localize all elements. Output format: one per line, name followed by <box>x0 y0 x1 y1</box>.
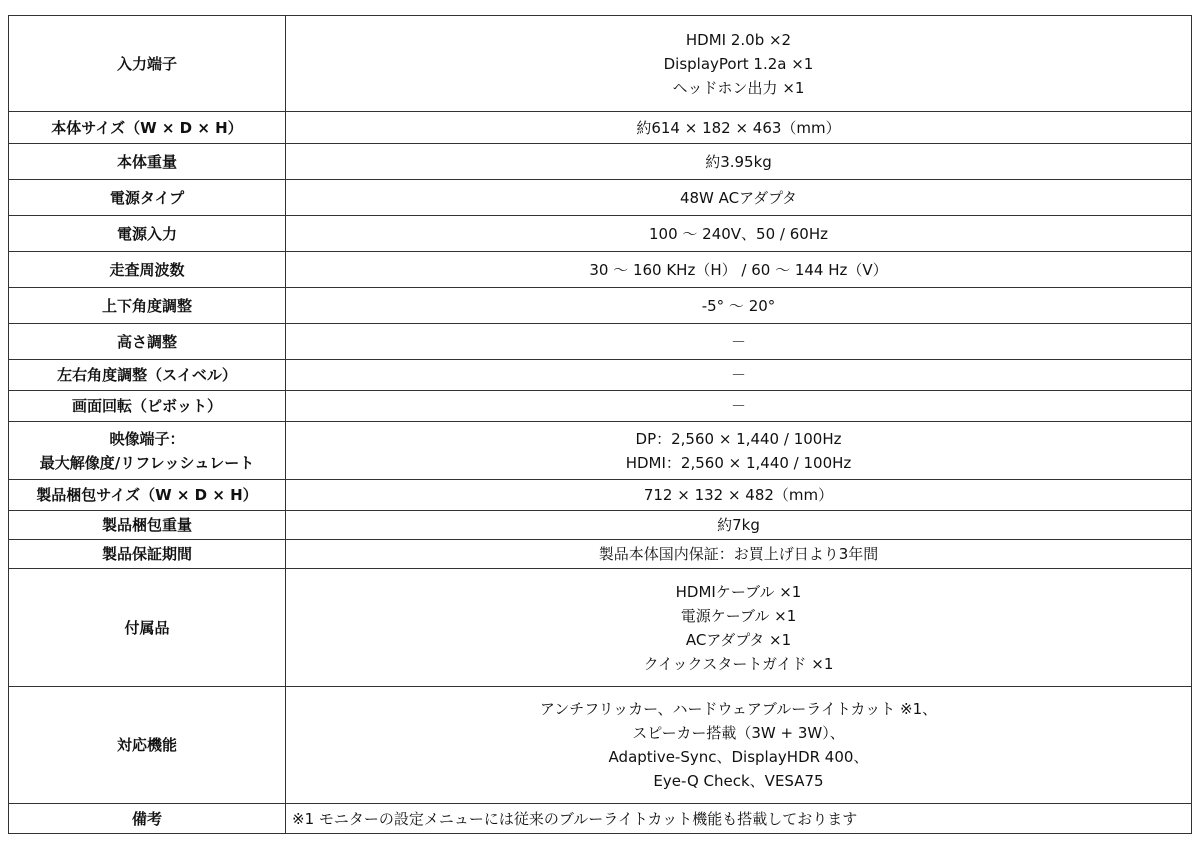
row-value: － <box>286 324 1192 360</box>
table-row <box>9 16 1192 112</box>
table-row <box>9 180 1192 216</box>
row-value: 712 × 132 × 482（mm） <box>286 480 1192 511</box>
row-label: 入力端子 <box>9 16 286 112</box>
table-row <box>9 216 1192 252</box>
row-value: ※1 モニターの設定メニューには従来のブルーライトカット機能も搭載しております <box>286 804 1192 834</box>
row-label: 映像端子： 最大解像度/リフレッシュレート <box>9 422 286 480</box>
spec-table <box>8 15 1192 834</box>
row-value: 48W ACアダプタ <box>286 180 1192 216</box>
row-value: 約3.95kg <box>286 144 1192 180</box>
table-row <box>9 360 1192 391</box>
row-value: -5° ～ 20° <box>286 288 1192 324</box>
table-row <box>9 144 1192 180</box>
table-row <box>9 288 1192 324</box>
row-label: 製品梱包サイズ（W × D × H） <box>9 480 286 511</box>
row-value: － <box>286 391 1192 422</box>
row-label: 上下角度調整 <box>9 288 286 324</box>
row-label: 左右角度調整（スイベル） <box>9 360 286 391</box>
row-label: 対応機能 <box>9 687 286 804</box>
row-label: 高さ調整 <box>9 324 286 360</box>
row-value: 100 ～ 240V、50 / 60Hz <box>286 216 1192 252</box>
table-row <box>9 112 1192 144</box>
row-value: 30 ～ 160 KHz（H） / 60 ～ 144 Hz（V） <box>286 252 1192 288</box>
table-row <box>9 569 1192 687</box>
row-label: 製品梱包重量 <box>9 511 286 540</box>
row-value: アンチフリッカー、ハードウェアブルーライトカット ※1、 スピーカー搭載（3W + 3W）、 Adaptive-Sync、DisplayHDR 400、 Eye-Q Check、VESA75 <box>286 687 1192 804</box>
row-label: 付属品 <box>9 569 286 687</box>
row-value: HDMIケーブル ×1 電源ケーブル ×1 ACアダプタ ×1 クイックスタートガイド ×1 <box>286 569 1192 687</box>
row-label: 走査周波数 <box>9 252 286 288</box>
row-value: DP：2,560 × 1,440 / 100Hz HDMI：2,560 × 1,440 / 100Hz <box>286 422 1192 480</box>
table-row <box>9 391 1192 422</box>
row-label: 画面回転（ピボット） <box>9 391 286 422</box>
row-value: 約614 × 182 × 463（mm） <box>286 112 1192 144</box>
table-row <box>9 252 1192 288</box>
table-row <box>9 324 1192 360</box>
table-row <box>9 540 1192 569</box>
row-label: 本体重量 <box>9 144 286 180</box>
row-value: 製品本体国内保証：お買上げ日より3年間 <box>286 540 1192 569</box>
row-value: 約7kg <box>286 511 1192 540</box>
row-value: － <box>286 360 1192 391</box>
row-value: HDMI 2.0b ×2 DisplayPort 1.2a ×1 ヘッドホン出力 ×1 <box>286 16 1192 112</box>
row-label: 電源タイプ <box>9 180 286 216</box>
row-label: 備考 <box>9 804 286 834</box>
row-label: 電源入力 <box>9 216 286 252</box>
row-label: 製品保証期間 <box>9 540 286 569</box>
table-row <box>9 480 1192 511</box>
table-row <box>9 687 1192 804</box>
row-label: 本体サイズ（W × D × H） <box>9 112 286 144</box>
table-row <box>9 804 1192 834</box>
table-row <box>9 511 1192 540</box>
table-row <box>9 422 1192 480</box>
